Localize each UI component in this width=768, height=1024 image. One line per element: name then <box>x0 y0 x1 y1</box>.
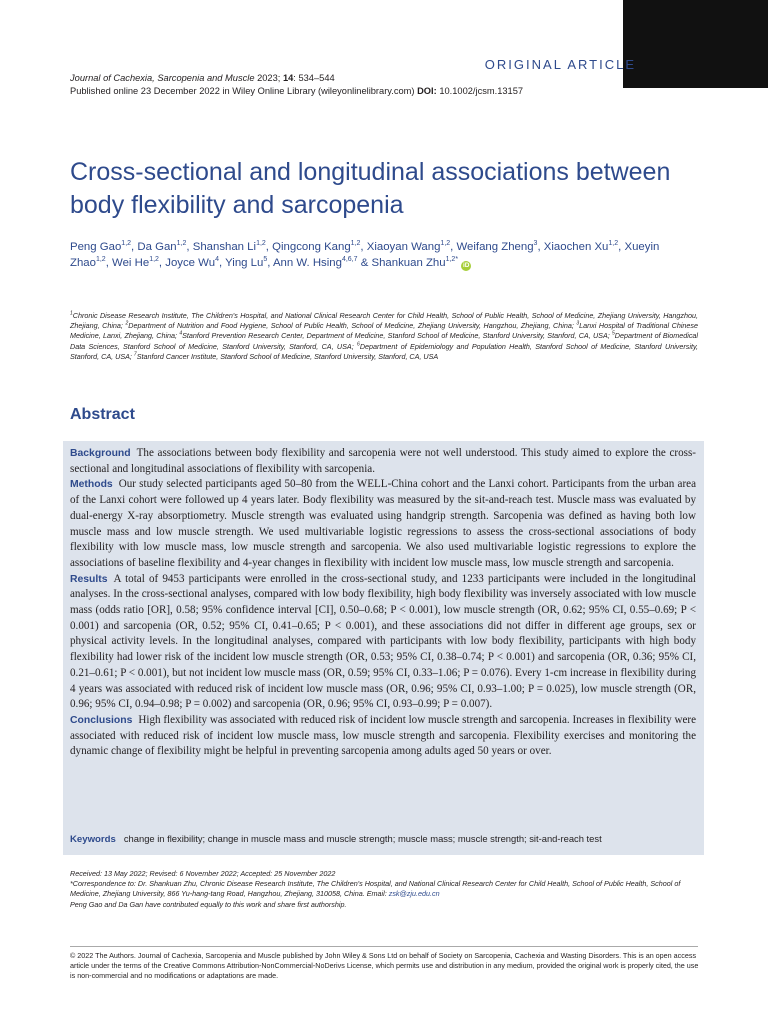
author-name[interactable]: Xueyin Zhao <box>70 241 660 269</box>
section-label: Results <box>70 573 108 585</box>
author-name[interactable]: Xiaochen Xu <box>543 241 609 253</box>
author-name[interactable]: Shanshan Li <box>192 241 257 253</box>
author-name[interactable]: Wei He <box>112 257 150 269</box>
author-list: Peng Gao$^{1,2}$, Da Gan$^{1,2}$, Shanshan Li$^{1,2}$, Qingcong Kang$^{1,2}$, Xiaoyan Wang$^{1,2}$, Weifang Zheng$^3$, Xiaochen Xu$^{1,2}$, Xueyin Zhao$^{1,2}$, Wei He$^{1,2}$, Joyce Wu$^4$, Ying Lu$^5$, Ann W. Hsing$^{4,6,7}$ & Shankuan Zhu$^{1,2*}$ iD <box>70 240 660 269</box>
doi-link[interactable]: 10.1002/jcsm.13157 <box>439 85 524 96</box>
author-affiliation-marker: 1,2 <box>350 240 361 248</box>
section-text: The associations between body flexibility and sarcopenia were not well understood. This study aimed to explore the cross-sectional and longitudinal associations of flexibility with sarcopenia. <box>70 447 696 475</box>
keywords-label: Keywords <box>70 834 116 845</box>
corner-block <box>623 0 768 88</box>
affiliation-text: Stanford Prevention Research Center, Department of Medicine, Stanford School of Medicine, Stanford University, Stanford, CA, USA; <box>182 331 610 341</box>
abstract-body <box>70 446 696 760</box>
journal-volume: 14 <box>282 73 294 83</box>
affiliation-text: Lanxi Hospital of Traditional Chinese Medicine, Lanxi, Zhejiang, China; <box>70 321 698 341</box>
affiliation-text: Department of Nutrition and Food Hygiene, School of Public Health, School of Medicine, Zhejiang University, Hangzhou, Zhejiang, China; <box>128 321 574 331</box>
author-affiliation-marker: 4 <box>215 256 219 264</box>
author-name[interactable]: Peng Gao <box>70 241 122 253</box>
section-text: Our study selected participants aged 50–80 from the WELL-China cohort and the Lanxi cohort. Participants from the urban area of the Lanxi cohort were followed up 4 years later. Body flexibility was measured by the sit-and-reach test. Muscle mass was evaluated by dual-energy X-ray absorptiometry. Muscle strength was evaluated using handgrip strength. Sarcopenia was defined as having both low muscle mass and low muscle strength. We used multivariable logistic regressions to assess the cross-sectional associations of body flexibility with low muscle mass, low muscle strength and sarcopenia. We also used multivariable logistic regressions to explore the associations of baseline flexibility and 4-year changes in flexibility with incident low muscle mass, low muscle strength and sarcopenia. <box>70 478 696 569</box>
affiliation-marker: 3 <box>576 320 580 327</box>
section-label: Conclusions <box>70 714 133 726</box>
affiliation-marker: 6 <box>357 341 360 348</box>
author-affiliation-marker: 4,6,7 <box>341 256 358 264</box>
published-online: Published online 23 December 2022 in Wiley Online Library (wileyonlinelibrary.com) <box>70 85 415 96</box>
author-name[interactable]: Ann W. Hsing <box>272 257 342 269</box>
divider <box>70 946 698 947</box>
affiliation-text: Chronic Disease Research Institute, The Children's Hospital, and National Clinical Research Center for Child Health, School of Public Health, School of Medicine, Zhejiang University, Hangzhou, Zhejiang, China; <box>70 311 698 331</box>
author-affiliation-marker: 1,2 <box>176 240 187 248</box>
section-text: A total of 9453 participants were enrolled in the cross-sectional study, and 1233 participants were included in the longitudinal analyses. In the cross-sectional analyses, compared with low body flexibility, high body flexibility was inversely associated with low muscle mass (odds ratio [OR], 0.58; 95% confidence interval [CI], 0.50–0.68; P < 0.001), low muscle strength (OR, 0.62; 95% CI, 0.55–0.69; P < 0.001) and sarcopenia (OR, 0.52; 95% CI, 0.41–0.65; P < 0.001), and these associations did not differ in different age groups, sex or physical activity levels. In the longitudinal analyses, compared with participants with low body flexibility, participants with high body flexibility had lower risk of the incident low muscle strength (OR, 0.53; 95% CI, 0.38–0.74; P < 0.001) and sarcopenia (OR, 0.36; 95% CI, 0.21–0.61; P < 0.001), but not incident low muscle mass (OR, 0.59; 95% CI, 0.33–1.06; P = 0.076). Every 1-cm increase in flexibility during 4 years was associated with reduced risk of incident low muscle mass (OR, 0.96; 95% CI, 0.93–1.00; P = 0.025), low muscle strength (OR, 0.96; 95% CI, 0.94–0.98; P = 0.002) and sarcopenia (OR, 0.96; 95% CI, 0.93–0.99; P = 0.007). <box>70 572 696 711</box>
correspondence-text: *Correspondence to: Dr. Shankuan Zhu, Chronic Disease Research Institute, The Children's Hospital, and National Clinical Research Center for Child Health, School of Public Health, School of Medicine, Zhejiang University, 866 Yu-hang-tang Road, Hangzhou, Zhejiang, 310058, China. Email: <box>70 879 681 899</box>
section-label: Background <box>70 448 131 459</box>
license-text: © 2022 The Authors. Journal of Cachexia, Sarcopenia and Muscle published by John Wiley & Sons Ltd on behalf of Society on Sarcopenia, Cachexia and Wasting Disorders. This is an open access article under the terms of the Creative Commons Attribution-NonCommercial-NoDerivs License, which permits use and distribution in any medium, provided the original work is properly cited, the use is non-commercial and no modifications or adaptations are made. <box>70 951 699 981</box>
section-label: Methods <box>70 479 113 491</box>
citation-line <box>70 72 523 85</box>
author-name[interactable]: Qingcong Kang <box>272 241 351 253</box>
author-affiliation-marker: 1,2 <box>608 240 619 248</box>
abstract-heading: Abstract <box>70 406 135 423</box>
abstract-background <box>70 446 696 477</box>
affiliation-marker: 1 <box>70 310 73 317</box>
journal-name: Journal of Cachexia, Sarcopenia and Muscle <box>70 73 255 83</box>
affiliation-marker: 7 <box>133 351 137 358</box>
keywords-text: change in flexibility; change in muscle mass and muscle strength; muscle mass; muscle strength; sit-and-reach test <box>123 833 602 844</box>
orcid-icon[interactable]: iD <box>462 262 470 269</box>
publication-line <box>70 85 523 98</box>
abstract-results <box>70 572 696 713</box>
correspondence <box>70 879 700 899</box>
author-name[interactable]: Xiaoyan Wang <box>366 241 441 253</box>
article-type-label: ORIGINAL ARTICLE <box>484 57 636 72</box>
section-text: High flexibility was associated with reduced risk of incident low muscle strength and sarcopenia. Increases in flexibility were associated with reduced risk of incident low muscle mass, low muscle strength and sarcopenia. Flexibility exercises and monitoring the dynamic change of flexibility might be helpful in preventing sarcopenia among adults aged 50 years or over. <box>70 713 696 758</box>
journal-pages: : 534–544 <box>293 73 335 83</box>
affiliation-marker: 5 <box>612 331 615 338</box>
article-title: Cross-sectional and longitudinal associations between body flexibility and sarcopenia <box>70 158 671 219</box>
author-name[interactable]: Shankuan Zhu <box>371 257 446 269</box>
affiliation-marker: 4 <box>179 331 183 338</box>
received-dates: Received: 13 May 2022; Revised: 6 November 2022; Accepted: 25 November 2022 <box>70 869 336 878</box>
abstract-conclusions <box>70 713 696 760</box>
abstract-methods <box>70 477 696 571</box>
journal-year: 2023; <box>257 73 281 83</box>
author-name[interactable]: Da Gan <box>137 241 177 253</box>
author-name[interactable]: Ying Lu <box>225 257 264 269</box>
affiliation-text: Department of Epidemiology and Population Health, Stanford School of Medicine, Stanford University, Stanford, CA, USA; <box>70 341 699 361</box>
article-footnotes <box>70 869 700 910</box>
author-affiliation-marker: 3 <box>533 240 538 248</box>
author-affiliation-marker: 1,2 <box>440 240 451 248</box>
keywords <box>70 833 696 845</box>
author-name[interactable]: Weifang Zheng <box>456 241 534 253</box>
author-affiliation-marker: 1,2 <box>149 256 159 264</box>
equal-contribution-note: Peng Gao and Da Gan have contributed equally to this work and share first authorship. <box>70 899 347 909</box>
affiliation-text: Department of Biomedical Data Sciences, Stanford School of Medicine, Stanford University, Stanford, CA, USA; <box>70 331 699 351</box>
author-affiliation-marker: 5 <box>263 256 268 264</box>
author-affiliation-marker: 1,2 <box>95 256 106 264</box>
email-link[interactable]: zsk@zju.edu.cn <box>388 889 440 899</box>
doi-label: DOI: <box>417 85 437 96</box>
author-affiliation-marker: 1,2 <box>256 240 266 248</box>
affiliation-text: Stanford Cancer Institute, Stanford School of Medicine, Stanford University, Stanford, CA, USA <box>136 351 439 361</box>
affiliation-marker: 2 <box>125 320 129 327</box>
author-affiliation-marker: 1,2* <box>445 256 459 264</box>
author-affiliation-marker: 1,2 <box>121 240 132 248</box>
author-connector: & <box>360 257 369 269</box>
journal-citation <box>70 72 523 97</box>
author-name[interactable]: Joyce Wu <box>165 257 216 269</box>
affiliations <box>70 311 698 362</box>
